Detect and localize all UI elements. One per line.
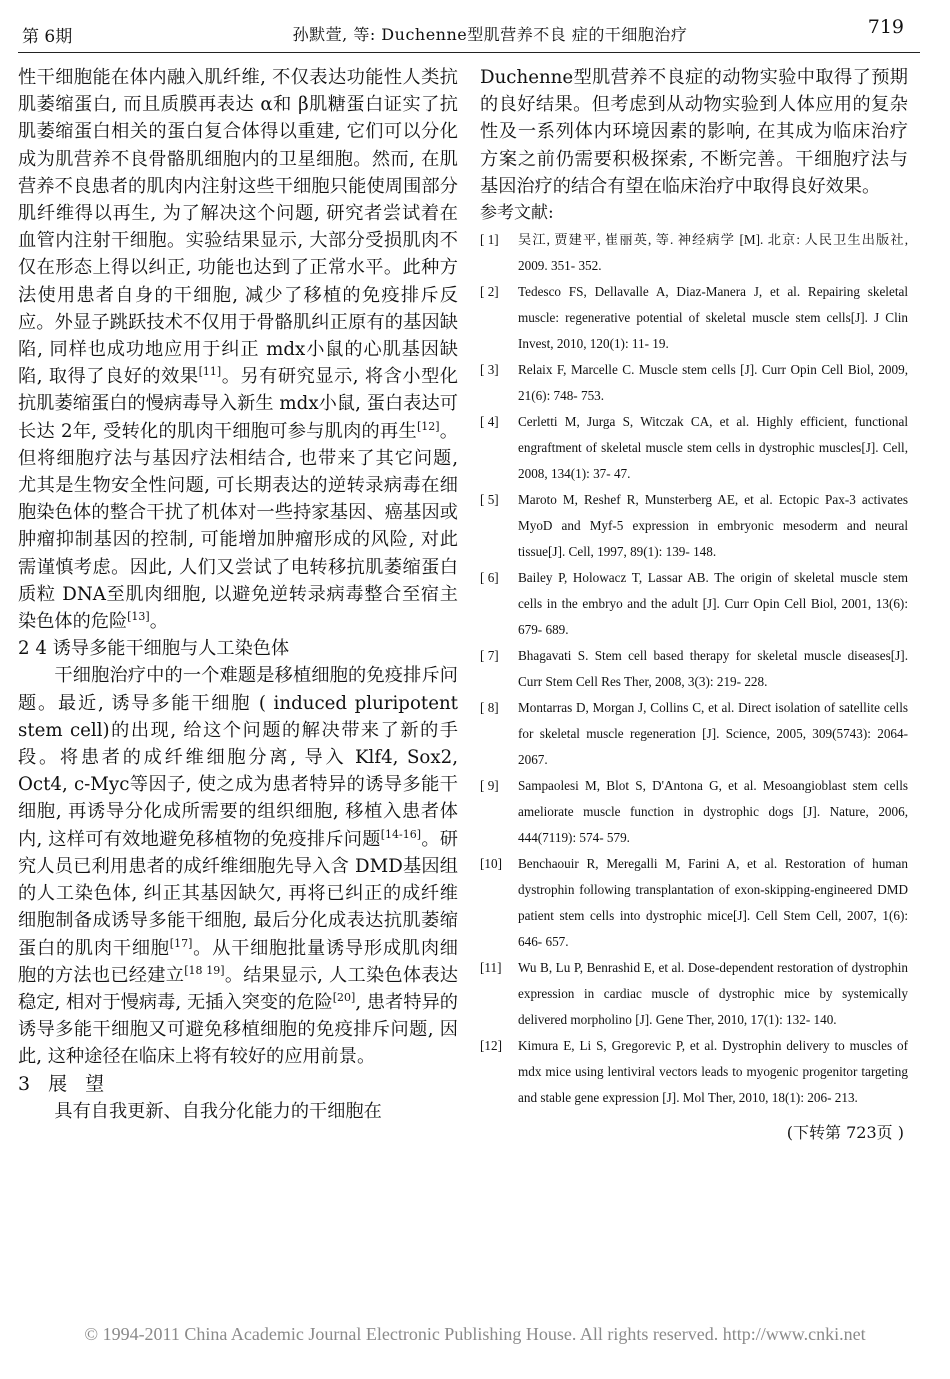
reference-text: Relaix F, Marcelle C. Muscle stem cells [J]. Curr Opin Cell Biol, 2009, 21(6): 748- 753. xyxy=(518,362,908,404)
paragraph-outlook-continued: Duchenne型肌营养不良症的动物实验中取得了预期的良好结果。但考虑到从动物实验到人体应用的复杂性及一系列体内环境因素的影响, 在其成为临床治疗方案之前仍需要积极探索, 不断完善。干细胞疗法与基因治疗的结合有望在临床治疗中取得良好效果。 xyxy=(480,67,908,197)
reference-text: Kimura E, Li S, Gregorevic P, et al. Dystrophin delivery to muscles of mdx mice using lentiviral vectors leads to myogenic progenitor targeting and stable gene expression [J]. Mol Ther, 2010, 18(1): 206- 213. xyxy=(518,1038,908,1106)
reference-text: Sampaolesi M, Blot S, D'Antona G, et al. Mesoangioblast stem cells ameliorate muscle function in dystrophic dogs [J]. Nature, 2006, 444(7119): 574- 579. xyxy=(518,778,908,846)
reference-number: [ 3] xyxy=(480,362,499,378)
citation[interactable]: [13] xyxy=(127,610,150,623)
reference-number: [ 9] xyxy=(480,778,499,794)
right-column xyxy=(480,64,908,1146)
reference-item xyxy=(480,695,908,773)
paragraph-ipsc: 干细胞治疗中的一个难题是移植细胞的免疫排斥问题。最近, 诱导多能干细胞 ( induced pluripotent stem cell)的出现, 给这个问题的解决带来了新的手段。将患者的成纤维细胞分离, 导入 Klf4, Sox2, Oct4, c-Myc等因子, 使之成为患者特异的诱导多能干细胞, 再诱导分化成所需要的组织细胞, 移植入患者体内, 这样可有效地避免移植物的免疫排斥问题[14-16]。研究人员已利用患者的成纤维细胞先导入含 DMD基因组的人工染色体, 纠正其基因缺欠, 再将已纠正的成纤维细胞制备成诱导多能干细胞, 最后分化成表达抗肌萎缩蛋白的肌肉干细胞[17]。从干细胞批量诱导形成肌肉细胞的方法也已经建立[18 19]。结果显示, 人工染色体表达稳定, 相对于慢病毒, 无插入突变的危险[20], 患者特异的诱导多能干细胞又可避免移植细胞的免疫排斥问题, 因此, 这种途径在临床上将有较好的应用前景。 xyxy=(18,665,458,1068)
reference-item xyxy=(480,357,908,409)
reference-item xyxy=(480,1033,908,1111)
reference-item xyxy=(480,279,908,357)
left-column xyxy=(18,64,458,1125)
reference-number: [ 5] xyxy=(480,492,499,508)
reference-number: [12] xyxy=(480,1038,502,1054)
reference-item xyxy=(480,643,908,695)
reference-text: Bailey P, Holowacz T, Lassar AB. The origin of skeletal muscle stem cells in the embryo and the adult [J]. Curr Opin Cell Biol, 2001, 13(6): 679- 689. xyxy=(518,570,908,638)
reference-number: [11] xyxy=(480,960,502,976)
citation[interactable]: [20] xyxy=(332,990,356,1004)
citation[interactable]: [17] xyxy=(169,936,193,950)
reference-text: Wu B, Lu P, Benrashid E, et al. Dose-dependent restoration of dystrophin expression in cardiac muscle of dystrophic mice by systemically delivered morpholino [J]. Gene Ther, 2010, 17(1): 132- 140. xyxy=(518,960,908,1028)
reference-number: [ 4] xyxy=(480,414,499,430)
reference-number: [10] xyxy=(480,856,502,872)
reference-number: [ 6] xyxy=(480,570,499,586)
section-heading-2-4: 2 4 诱导多能干细胞与人工染色体 xyxy=(18,638,290,660)
reference-number: [ 2] xyxy=(480,284,499,300)
reference-item xyxy=(480,227,908,279)
reference-text: Maroto M, Reshef R, Munsterberg AE, et al. Ectopic Pax-3 activates MyoD and Myf-5 expression in embryonic mesoderm and neural tissue[J]. Cell, 1997, 89(1): 139- 148. xyxy=(518,492,908,560)
reference-number: [ 1] xyxy=(480,232,499,248)
references-title: 参考文献: xyxy=(480,203,554,224)
page-number: 719 xyxy=(867,16,904,38)
header-rule xyxy=(18,52,920,53)
citation[interactable]: [18 19] xyxy=(184,963,225,977)
running-title: 孙默萱, 等: Duchenne型肌营养不良 症的干细胞治疗 xyxy=(292,25,688,44)
copyright-footer: © 1994-2011 China Academic Journal Electronic Publishing House. All rights reserved. http://www.cnki.net xyxy=(84,1324,866,1344)
paragraph-outlook: 具有自我更新、自我分化能力的干细胞在 xyxy=(54,1100,382,1122)
reference-text: Bhagavati S. Stem cell based therapy for skeletal muscle diseases[J]. Curr Stem Cell Res Ther, 2008, 3(3): 219- 228. xyxy=(518,648,908,690)
reference-item xyxy=(480,565,908,643)
references-list xyxy=(480,227,908,1111)
citation[interactable]: [12] xyxy=(416,419,440,433)
issue-number: 第 6期 xyxy=(22,27,73,47)
reference-text: Benchaouir R, Meregalli M, Farini A, et al. Restoration of human dystrophin following transplantation of exon-skipping-engineered DMD patient stem cells into dystrophic mice[J]. Cell Stem Cell, 2007, 1(6): 646- 657. xyxy=(518,856,908,950)
reference-text: Montarras D, Morgan J, Collins C, et al. Direct isolation of satellite cells for skeletal muscle regeneration [J]. Science, 2005, 309(5743): 2064- 2067. xyxy=(518,700,908,768)
reference-text: 吴江, 贾建平, 崔丽英, 等. 神经病学 [M]. 北京: 人民卫生出版社, 2009. 351- 352. xyxy=(518,232,908,274)
reference-item xyxy=(480,487,908,565)
reference-item xyxy=(480,773,908,851)
reference-number: [ 8] xyxy=(480,700,499,716)
citation[interactable]: [14-16] xyxy=(380,827,422,841)
reference-text: Cerletti M, Jurga S, Witczak CA, et al. Highly efficient, functional engraftment of skeletal muscle stem cells in dystrophic muscles[J]. Cell, 2008, 134(1): 37- 47. xyxy=(518,414,908,482)
reference-text: Tedesco FS, Dellavalle A, Diaz-Manera J, et al. Repairing skeletal muscle: regenerative potential of skeletal muscle stem cells[J]. J Clin Invest, 2010, 120(1): 11- 19. xyxy=(518,284,908,352)
continued-note: (下转第 723页 ) xyxy=(786,1123,904,1143)
citation[interactable]: [11] xyxy=(198,365,222,379)
reference-item xyxy=(480,955,908,1033)
reference-item xyxy=(480,409,908,487)
reference-number: [ 7] xyxy=(480,648,499,664)
section-heading-3: 3 展 望 xyxy=(18,1072,111,1095)
paragraph-stem-cells-continued: 性干细胞能在体内融入肌纤维, 不仅表达功能性人类抗肌萎缩蛋白, 而且质膜再表达 α和 β肌糖蛋白证实了抗肌萎缩蛋白相关的蛋白复合体得以重建, 它们可以分化成为肌营养不良骨骼肌细胞内的卫星细胞。然而, 在肌营养不良患者的肌肉内注射这些干细胞只能使周围部分肌纤维得以再生, 为了解决这个问题, 研究者尝试着在血管内注射干细胞。实验结果显示, 大部分受损肌肉不仅在形态上得以纠正, 功能也达到了正常水平。此种方法使用患者自身的干细胞, 减少了移植的免疫排斥反应。外显子跳跃技术不仅用于骨骼肌纠正原有的基因缺陷, 同样也成功地应用于纠正 mdx小鼠的心肌基因缺陷, 取得了良好的效果[11]。另有研究显示, 将含小型化抗肌萎缩蛋白的慢病毒导入新生 mdx小鼠, 蛋白表达可长达 2年, 受转化的肌肉干细胞可参与肌肉的再生[12]。但将细胞疗法与基因疗法相结合, 也带来了其它问题, 尤其是生物安全性问题, 可长期表达的逆转录病毒在细胞染色体的整合干扰了机体对一些持家基因、癌基因或肿瘤抑制基因的控制, 可能增加肿瘤形成的风险, 对此需谨慎考虑。因此, 人们又尝试了电转移抗肌萎缩蛋白质粒 DNA至肌肉细胞, 以避免逆转录病毒整合至宿主染色体的危险[13]。 xyxy=(18,67,458,633)
reference-item xyxy=(480,851,908,955)
